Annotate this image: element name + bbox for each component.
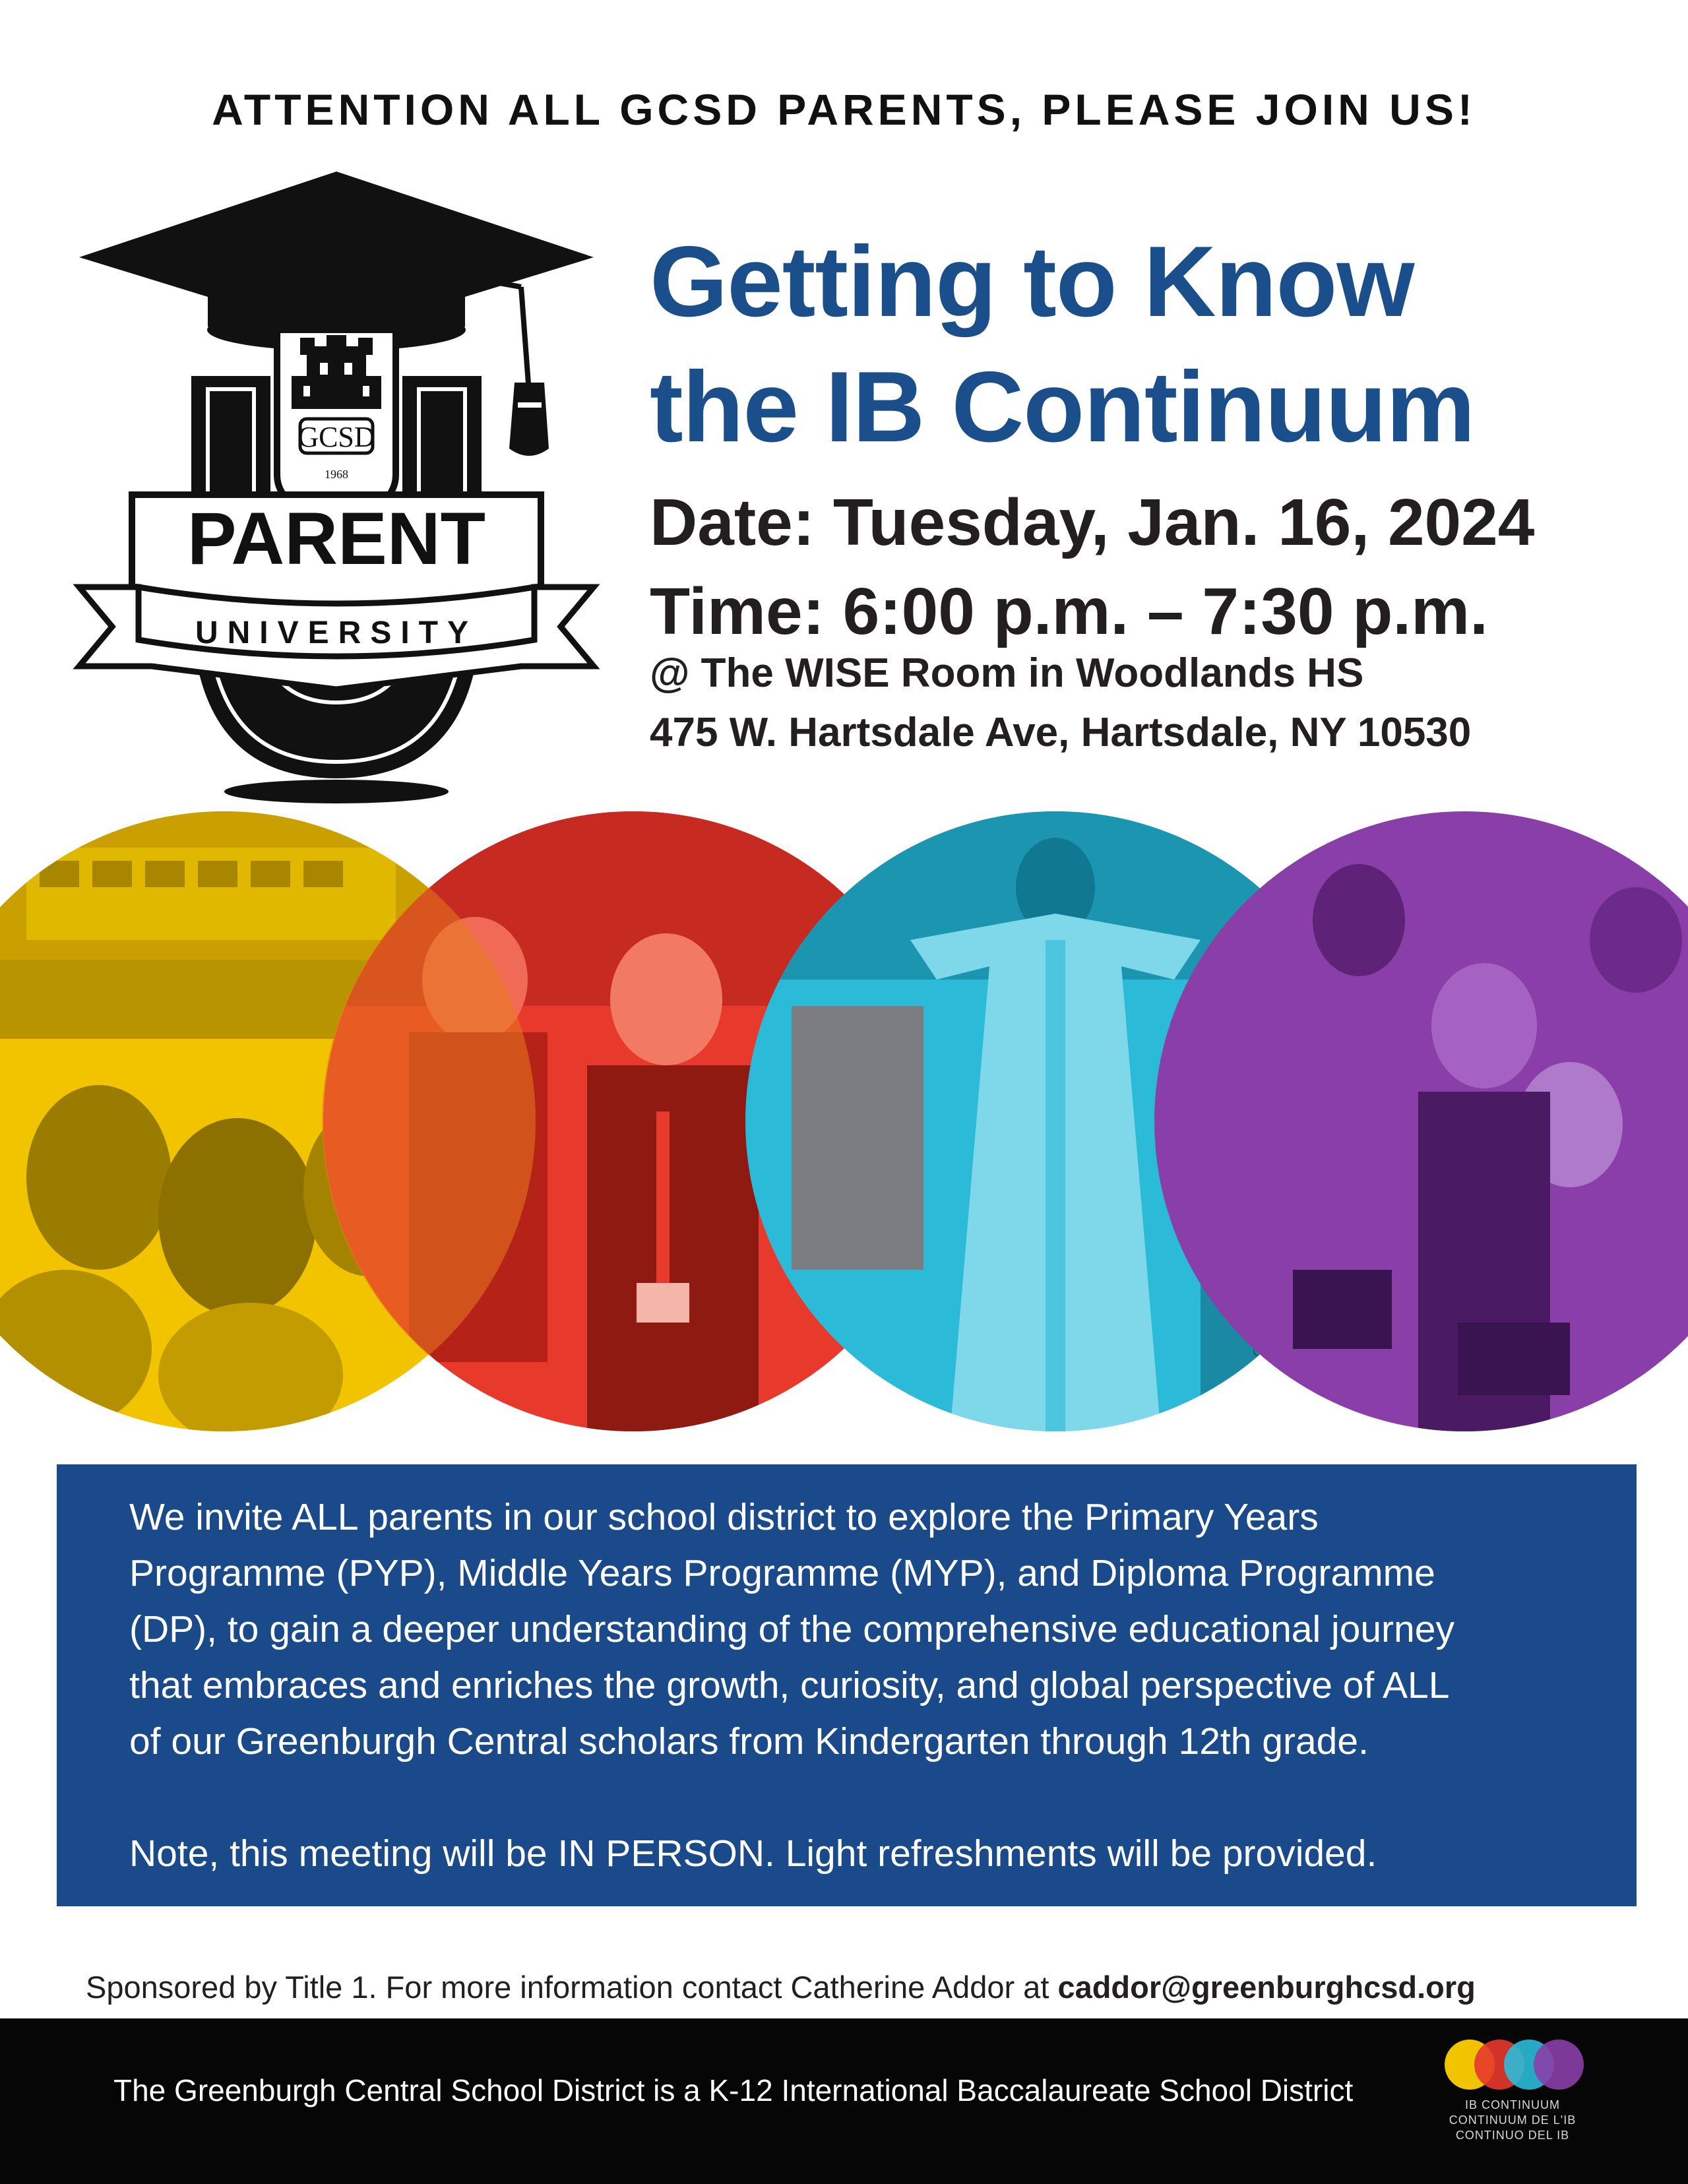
parent-university-logo: [59, 165, 613, 811]
university-label: UNIVERSITY: [195, 615, 478, 650]
photo-circles: [0, 808, 1688, 1435]
footer-text: The Greenburgh Central School District is a K-12 International Baccalaureate School District: [113, 2073, 1354, 2107]
contact-email-link[interactable]: caddor@greenburghcsd.org: [1057, 1970, 1476, 2005]
info-line: We invite ALL parents in our school district to explore the Primary Years: [129, 1496, 1319, 1538]
event-address: 475 W. Hartsdale Ave, Hartsdale, NY 10530: [650, 710, 1472, 755]
logo-shadow: [224, 780, 449, 803]
ib-continuum-logo: [1430, 2035, 1595, 2173]
gcsd-label: GCSD: [297, 421, 375, 453]
info-line: that embraces and enriches the growth, curiosity, and global perspective of ALL: [129, 1664, 1450, 1706]
event-title-line1: Getting to Know: [650, 226, 1414, 338]
ib-line: IB CONTINUUM: [1465, 2098, 1560, 2111]
ib-line: CONTINUUM DE L'IB: [1449, 2113, 1577, 2127]
ib-circles-icon: [1430, 2035, 1595, 2094]
parent-label: PARENT: [187, 497, 486, 580]
info-note: Note, this meeting will be IN PERSON. Light refreshments will be provided.: [129, 1832, 1377, 1875]
info-box: [57, 1464, 1637, 1906]
info-line: of our Greenburgh Central scholars from Kindergarten through 12th grade.: [129, 1720, 1369, 1763]
attention-headline: ATTENTION ALL GCSD PARENTS, PLEASE JOIN US!: [212, 85, 1476, 134]
tassel-icon: [509, 383, 549, 456]
sponsor-text: Sponsored by Title 1. For more information contact Catherine Addor at: [86, 1970, 1058, 2005]
year-label: 1968: [325, 468, 348, 481]
info-line: (DP), to gain a deeper understanding of the comprehensive educational journey: [129, 1608, 1454, 1650]
sponsor-line: [86, 1969, 1476, 2005]
ib-line: CONTINUO DEL IB: [1455, 2129, 1570, 2142]
event-time: Time: 6:00 p.m. – 7:30 p.m.: [650, 575, 1488, 648]
event-date: Date: Tuesday, Jan. 16, 2024: [650, 485, 1535, 559]
info-body: [129, 1489, 1571, 1770]
event-title-line2: the IB Continuum: [650, 351, 1475, 463]
event-venue: @ The WISE Room in Woodlands HS: [650, 650, 1364, 696]
info-line: Programme (PYP), Middle Years Programme (MYP), and Diploma Programme: [129, 1552, 1435, 1594]
